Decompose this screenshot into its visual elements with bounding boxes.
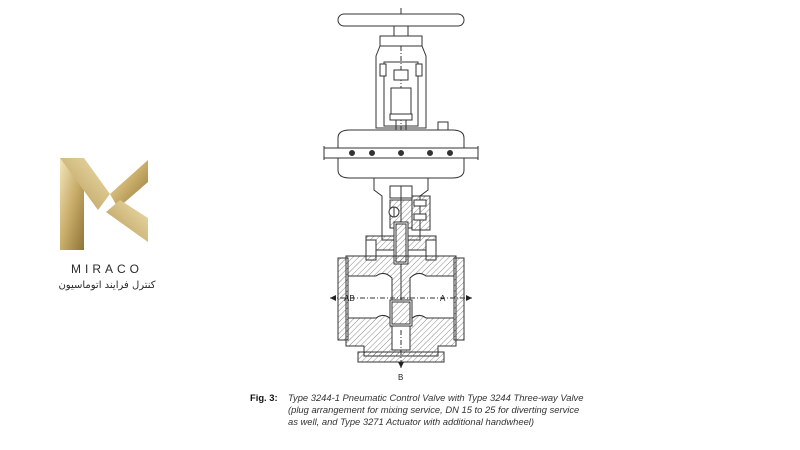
m-monogram-icon	[50, 152, 162, 252]
figure-number: Fig. 3:	[250, 392, 278, 403]
figure-caption-text: Type 3244-1 Pneumatic Control Valve with Type 3244 Three-way Valve (plug arrangement for mixing service, DN 15 to 25 for diverting service as well, and Type 3271 Actuator with additional handwheel)	[288, 392, 584, 427]
brand-name: MIRACO	[71, 262, 143, 276]
brand-subtitle: کنترل فرایند اتوماسیون	[58, 280, 156, 291]
miraco-logo	[48, 152, 166, 302]
valve-drawing	[310, 0, 500, 385]
port-b-label: B	[398, 373, 404, 382]
handwheel	[338, 8, 464, 36]
port-ab-label: AB	[344, 294, 355, 303]
port-a-label: A	[440, 294, 446, 303]
actuator	[324, 122, 478, 178]
valve-body	[330, 256, 472, 370]
